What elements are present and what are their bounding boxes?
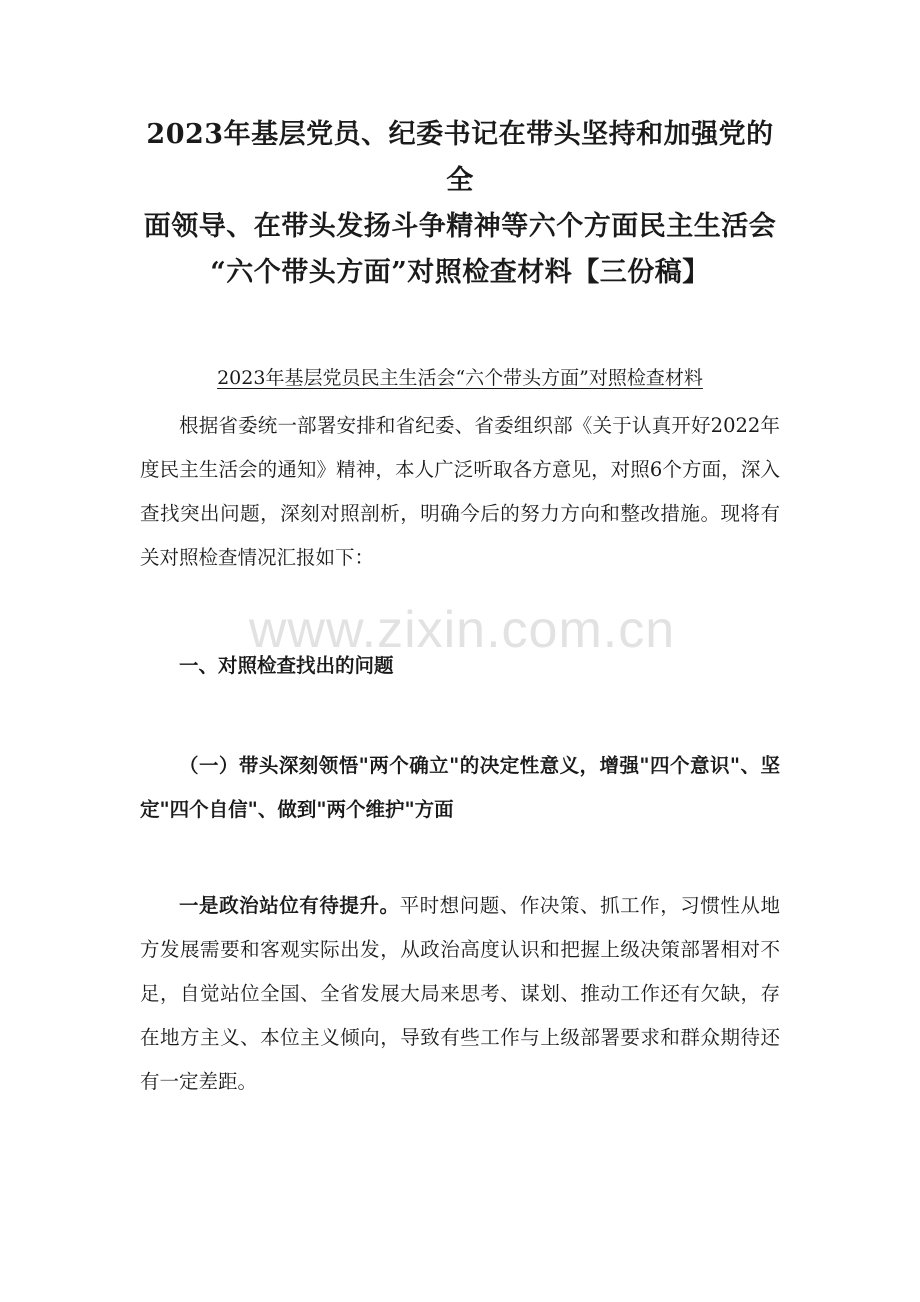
intro-paragraph: 根据省委统一部署安排和省纪委、省委组织部《关于认真开好2022年度民主生活会的通知》精神，本人广泛听取各方意见，对照6个方面，深入查找突出问题，深刻对照剖析，明确今后的努力方向和整改措施。现将有关对照检查情况汇报如下：: [140, 414, 780, 569]
document-title: [135, 112, 785, 296]
title-line-2: 面领导、在带头发扬斗争精神等六个方面民主生活会: [143, 211, 777, 242]
point-1-lead: 一是政治站位有待提升。: [179, 894, 400, 917]
section-heading: 一、对照检查找出的问题: [179, 654, 394, 677]
point-1-body: 平时想问题、作决策、抓工作，习惯性从地方发展需要和客观实际出发，从政治高度认识和把握上级决策部署相对不足，自觉站位全国、全省发展大局来思考、谋划、推动工作还有欠缺，存在地方主义、本位主义倾向，导致有些工作与上级部署要求和群众期待还有一定差距。: [140, 894, 780, 1093]
title-line-1: 2023年基层党员、纪委书记在带头坚持和加强党的全: [146, 119, 774, 196]
title-line-3: “六个带头方面”对照检查材料【三份稿】: [210, 257, 710, 288]
point-1-paragraph: [140, 884, 780, 1104]
subsection-heading: （一）带头深刻领悟"两个确立"的决定性意义，增强"四个意识"、坚定"四个自信"、做到"两个维护"方面: [140, 754, 780, 821]
watermark: www.zixin.com.cn: [248, 601, 676, 659]
document-subtitle: 2023年基层党员民主生活会“六个带头方面”对照检查材料: [217, 367, 703, 389]
